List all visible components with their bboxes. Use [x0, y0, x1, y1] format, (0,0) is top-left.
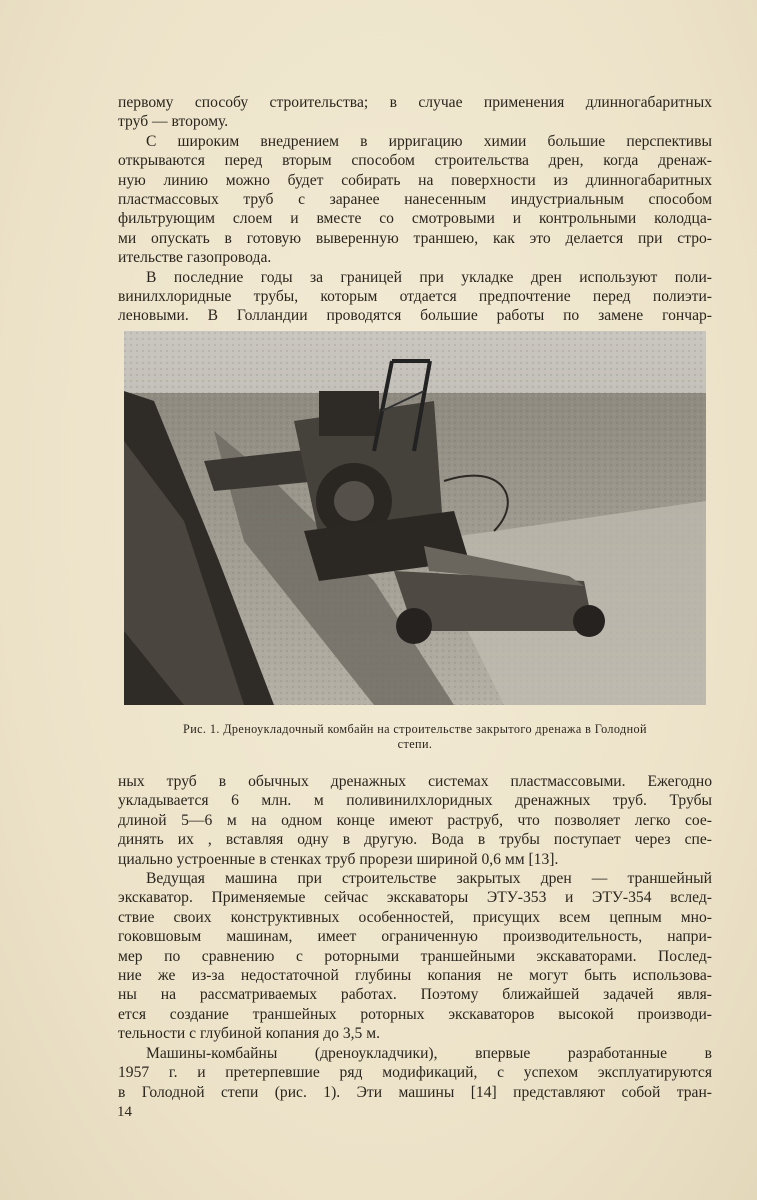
text-line: ми опускать в готовую выверенную траншею, как это делается при стро-	[118, 229, 712, 247]
paragraph	[118, 268, 712, 326]
text-line: труб — второму.	[118, 113, 229, 131]
paragraph	[118, 869, 712, 1044]
text-line: мер по сравнению с роторными траншейными экскаваторами. Послед-	[118, 947, 712, 965]
text-line: ется создание траншейных роторных экскаваторов высокой производи-	[118, 1005, 712, 1023]
caption-line: Рис. 1. Дреноукладочный комбайн на строительстве закрытого дренажа в Голодной	[183, 722, 647, 736]
text-line: ную линию можно будет собирать на поверхности из длинногабаритных	[118, 171, 712, 189]
drainage-combine-photo	[124, 331, 706, 705]
text-line: винилхлоридные трубы, которым отдается предпочтение перед полиэти-	[118, 288, 712, 306]
text-line: тельности с глубиной копания до 3,5 м.	[118, 1025, 380, 1043]
top-text-block	[118, 93, 712, 326]
figure-caption	[118, 722, 712, 752]
text-line: ствие своих конструктивных особенностей, присущих всем цепным мно-	[118, 908, 712, 926]
paragraph	[118, 772, 712, 869]
text-line: динять их , вставляя одну в другую. Вода в трубы поступает через спе-	[118, 831, 712, 849]
text-line: Ведущая машина при строительстве закрытых дрен — траншейный	[146, 870, 712, 888]
text-line: циально устроенные в стенках труб прорези шириной 0,6 мм [13].	[118, 850, 559, 868]
text-line: фильтрующим слоем и вместе со смотровыми и контрольными колодца-	[118, 210, 712, 228]
bottom-text-block	[118, 772, 712, 1102]
text-line: леновыми. В Голландии проводятся большие работы по замене гончар-	[118, 307, 712, 325]
text-line: открываются перед вторым способом строительства дрен, когда дренаж-	[118, 152, 712, 170]
text-line: гоковшовым машинам, имеет ограниченную производительность, напри-	[118, 928, 712, 946]
text-line: ительстве газопровода.	[118, 249, 272, 267]
paragraph	[118, 93, 712, 132]
paragraph	[118, 132, 712, 268]
text-line: в Голодной степи (рис. 1). Эти машины [14] представляют собой тран-	[118, 1083, 712, 1101]
text-line: С широким внедрением в ирригацию химии большие перспективы	[146, 132, 712, 150]
text-line: пластмассовых труб с заранее нанесенным индустриальным способом	[118, 191, 712, 209]
page-number: 14	[117, 1104, 132, 1120]
caption-line: степи.	[397, 737, 433, 751]
text-line: ных труб в обычных дренажных системах пластмассовыми. Ежегодно	[118, 773, 712, 790]
text-line: длиной 5—6 м на одном конце имеют раструб, что позволяет легко сое-	[118, 811, 712, 829]
paragraph	[118, 1044, 712, 1102]
text-line: ны на рассматриваемых работах. Поэтому ближайшей задачей явля-	[118, 986, 712, 1004]
text-line: ние же из-за недостаточной глубины копания не могут быть использова-	[118, 967, 712, 985]
text-line: укладывается 6 млн. м поливинилхлоридных дренажных труб. Трубы	[118, 792, 712, 810]
text-line: В последние годы за границей при укладке дрен используют поли-	[146, 268, 712, 286]
text-line: первому способу строительства; в случае применения длинногабаритных	[118, 94, 712, 111]
text-line: экскаватор. Применяемые сейчас экскаваторы ЭТУ-353 и ЭТУ-354 вслед-	[118, 889, 712, 907]
text-line: Машины-комбайны (дреноукладчики), впервые разработанные в	[146, 1044, 712, 1062]
text-line: 1957 г. и претерпевшие ряд модификаций, с успехом эксплуатируются	[118, 1064, 712, 1082]
